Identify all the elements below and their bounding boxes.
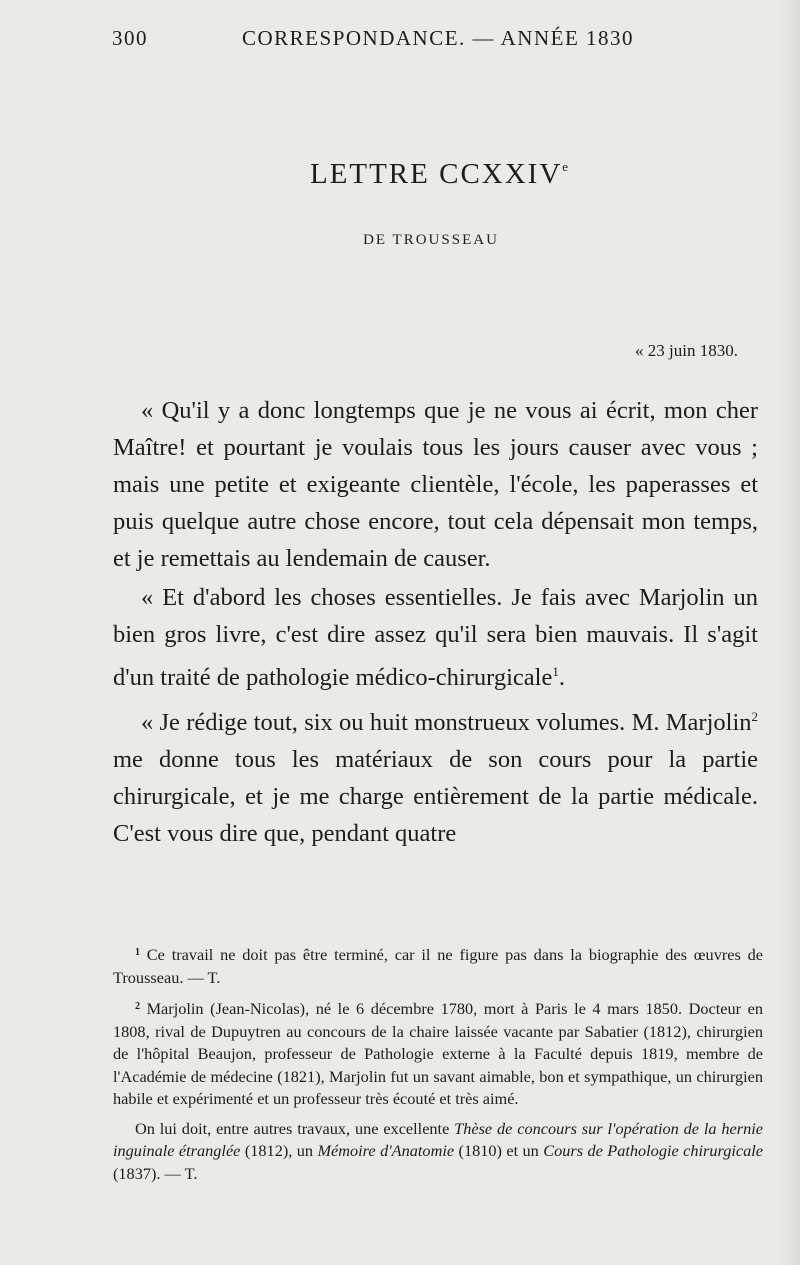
- footnote-2-text: Marjolin (Jean-Nicolas), né le 6 décembre 1780, mort à Paris le 4 mars 1850. Docteur en 1808, rival de Dupuytren au concours de la chaire laissée vacante par Sabatier (1812), chirurgien de l'hôpital Beaujon, professeur de Pathologie externe à la Faculté depuis 1819, membre de l'Académie de médecine (1821), Marjolin fut un savant aimable, bon et sympathique, un chirurgien habile et expérimenté et un professeur très écouté et très aimé.: [113, 999, 763, 1108]
- paragraph-1: « Qu'il y a donc longtemps que je ne vous ai écrit, mon cher Maître! et pourtant je voulais tous les jours causer avec vous ; mais une petite et exigeante clientèle, l'école, les paperasses et puis quelque autre chose encore, tout cela dépensait mon temps, et je remettais au lendemain de causer.: [113, 397, 758, 572]
- letter-title: [0, 158, 800, 191]
- footnote-3-text-c: (1810) et un: [454, 1141, 544, 1160]
- letter-author: DE TROUSSEAU: [363, 232, 499, 248]
- paragraph-2: [113, 579, 758, 696]
- paragraph-3: [113, 698, 758, 852]
- letter-title-text: LETTRE CCXXIV: [309, 158, 563, 190]
- footnote-1-text: Ce travail ne doit pas être terminé, car il ne figure pas dans la biographie des œuvres de Trousseau. — T.: [113, 945, 763, 987]
- footnote-3-text-a: On lui doit, entre autres travaux, une excellente: [135, 1118, 455, 1138]
- work-title-cours: Cours de Pathologie chirurgicale: [543, 1141, 764, 1160]
- footnote-1: [113, 942, 763, 989]
- page-number: 300: [112, 26, 148, 50]
- letter-title-suffix: e: [562, 159, 571, 174]
- paragraph-3-text-a: « Je rédige tout, six ou huit monstrueux volumes. M. Marjolin: [141, 709, 752, 736]
- letter-body: [113, 392, 758, 852]
- footnote-ref-1: 1: [552, 664, 559, 679]
- work-title-memoire: Mémoire d'Anatomie: [317, 1141, 455, 1160]
- footnote-ref-2: 2: [751, 709, 758, 724]
- paragraph-2-text: « Et d'abord les choses essentielles. Je fais avec Marjolin un bien gros livre, c'est dire assez qu'il sera bien mauvais. Il s'agit d'un traité de pathologie médico-chirurgicale: [113, 584, 758, 691]
- footnote-2-mark: 2: [135, 1001, 140, 1012]
- letter-date: « 23 juin 1830.: [635, 341, 738, 360]
- running-head-title: CORRESPONDANCE. — ANNÉE 1830: [242, 26, 635, 50]
- footnote-1-mark: 1: [135, 947, 140, 958]
- footnotes: [113, 942, 763, 1192]
- paragraph-3-text-b: me donne tous les matériaux de son cours pour la partie chirurgicale, et je me charge entièrement de la partie médicale. C'est vous dire que, pendant quatre: [113, 746, 758, 847]
- paragraph-2-end: .: [558, 664, 565, 691]
- footnote-3-text-b: (1812), un: [240, 1141, 318, 1160]
- footnote-2-continuation: [113, 1118, 763, 1186]
- work-title-these: Thèse de concours sur l'opération de la hernie inguinale étranglée: [113, 1118, 763, 1160]
- footnote-3-text-d: (1837). — T.: [113, 1163, 198, 1183]
- footnote-2: [113, 996, 763, 1111]
